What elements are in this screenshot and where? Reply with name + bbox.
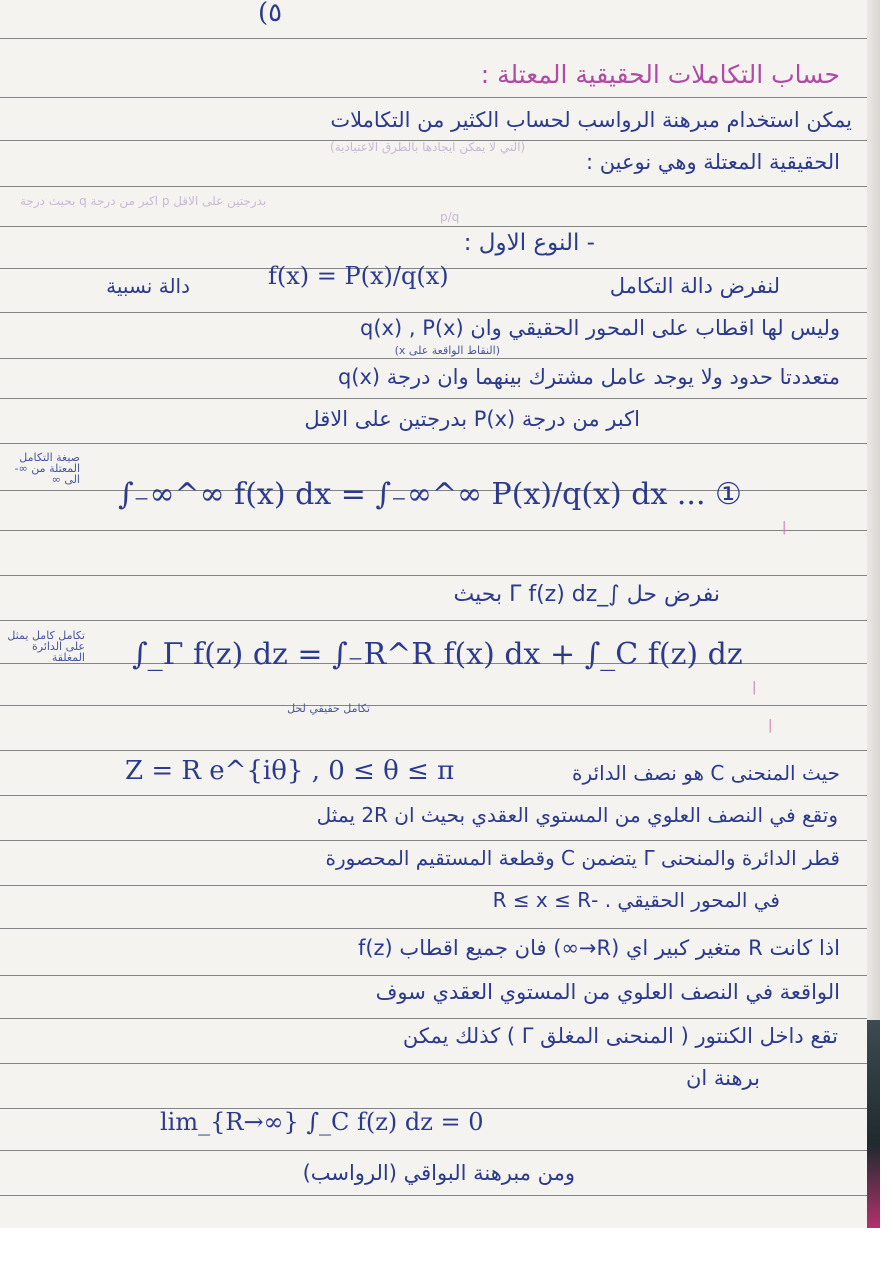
ruled-line bbox=[0, 186, 880, 187]
limit-line-2: الواقعة في النصف العلوي من المستوي العقدي سوف bbox=[375, 980, 840, 1004]
faint-note-fraction: p/q bbox=[440, 210, 460, 224]
condition-line-4: في المحور الحقيقي . -R ≤ x ≤ R bbox=[492, 888, 780, 912]
ruled-line bbox=[0, 38, 880, 39]
limit-equation: lim_{R→∞} ∫_C f(z) dz = 0 bbox=[160, 1108, 484, 1136]
ruled-line bbox=[0, 975, 880, 976]
ruled-line bbox=[0, 840, 880, 841]
ruled-line bbox=[0, 1063, 880, 1064]
final-line: ومن مبرهنة البواقي (الرواسب) bbox=[302, 1161, 575, 1185]
ruled-line bbox=[0, 928, 880, 929]
ruled-line bbox=[0, 530, 880, 531]
faint-note-1: (التي لا يمكن ايجادها بالطرق الاعتيادية) bbox=[330, 140, 526, 154]
ruled-line bbox=[0, 750, 880, 751]
margin-note-contour: تكامل كامل يمثل على الدائرة المغلقة bbox=[7, 629, 85, 664]
condition-line-2: وتقع في النصف العلوي من المستوي العقدي بحيث ان 2R يمثل bbox=[316, 803, 838, 827]
ruled-line bbox=[0, 1018, 880, 1019]
margin-note-integral: صيغة التكامل المعتلة من ∞- الى ∞ bbox=[14, 451, 80, 486]
ruled-line bbox=[0, 575, 880, 576]
limit-line-1: اذا كانت R متغير كبير اي (R→∞) فان جميع اقطاب f(z) bbox=[357, 936, 840, 960]
ruled-line bbox=[0, 312, 880, 313]
intro-line-2: الحقيقية المعتلة وهي نوعين : bbox=[585, 150, 840, 174]
semicircle-parametrization: Z = R e^{iθ} , 0 ≤ θ ≤ π bbox=[125, 756, 455, 786]
equation-2-note: تكامل حقيقي لحل bbox=[287, 702, 370, 715]
ruled-line bbox=[0, 398, 880, 399]
page-number: (٥ bbox=[258, 0, 283, 28]
definition-line-3: متعددتا حدود ولا يوجد عامل مشترك بينهما وان درجة q(x) bbox=[337, 365, 840, 389]
margin-tick: | bbox=[782, 520, 787, 535]
section-heading: - النوع الاول : bbox=[463, 230, 595, 256]
definition-line-4: اكبر من درجة P(x) بدرجتين على الاقل bbox=[304, 407, 640, 431]
limit-line-4: برهنة ان bbox=[685, 1066, 760, 1090]
equation-1: ∫₋∞^∞ f(x) dx = ∫₋∞^∞ P(x)/q(x) dx ... ① bbox=[118, 477, 742, 512]
ruled-line bbox=[0, 1195, 880, 1196]
rational-function-equation: f(x) = P(x)/q(x) bbox=[268, 262, 449, 290]
margin-tick: | bbox=[752, 680, 757, 695]
ruled-line bbox=[0, 443, 880, 444]
intro-line-1: يمكن استخدام مبرهنة الرواسب لحساب الكثير من التكاملات bbox=[330, 108, 852, 132]
faint-note-2: بحيث درجة q اكبر من درجة p بدرجتين على الاقل bbox=[20, 194, 267, 208]
definition-note: (النقاط الواقعة على x) bbox=[394, 344, 500, 357]
ruled-line bbox=[0, 885, 880, 886]
margin-tick: | bbox=[768, 718, 773, 733]
condition-line-3: قطر الدائرة والمنحنى Γ يتضمن C وقطعة المستقيم المحصورة bbox=[325, 846, 840, 870]
equation-2: ∫_Γ f(z) dz = ∫₋R^R f(x) dx + ∫_C f(z) dz bbox=[132, 637, 743, 672]
desk-background bbox=[867, 1020, 880, 1228]
limit-line-3: تقع داخل الكنتور ( المنحنى المغلق Γ ) كذلك يمكن bbox=[402, 1024, 838, 1048]
ruled-line bbox=[0, 97, 880, 98]
ruled-line bbox=[0, 358, 880, 359]
contour-consider-line: نفرض حل ∫_Γ f(z) dz بحيث bbox=[453, 582, 720, 607]
ruled-line bbox=[0, 226, 880, 227]
ruled-line bbox=[0, 795, 880, 796]
ruled-line bbox=[0, 705, 880, 706]
ruled-line bbox=[0, 620, 880, 621]
page-title: حساب التكاملات الحقيقية المعتلة : bbox=[480, 60, 840, 89]
rational-function-label: دالة نسبية bbox=[106, 274, 190, 298]
definition-line-2: وليس لها اقطاب على المحور الحقيقي وان q(x) , P(x) bbox=[360, 316, 840, 340]
condition-line-1: حيث المنحنى C هو نصف الدائرة bbox=[572, 761, 840, 785]
ruled-line bbox=[0, 1150, 880, 1151]
definition-intro: لنفرض دالة التكامل bbox=[609, 274, 780, 298]
